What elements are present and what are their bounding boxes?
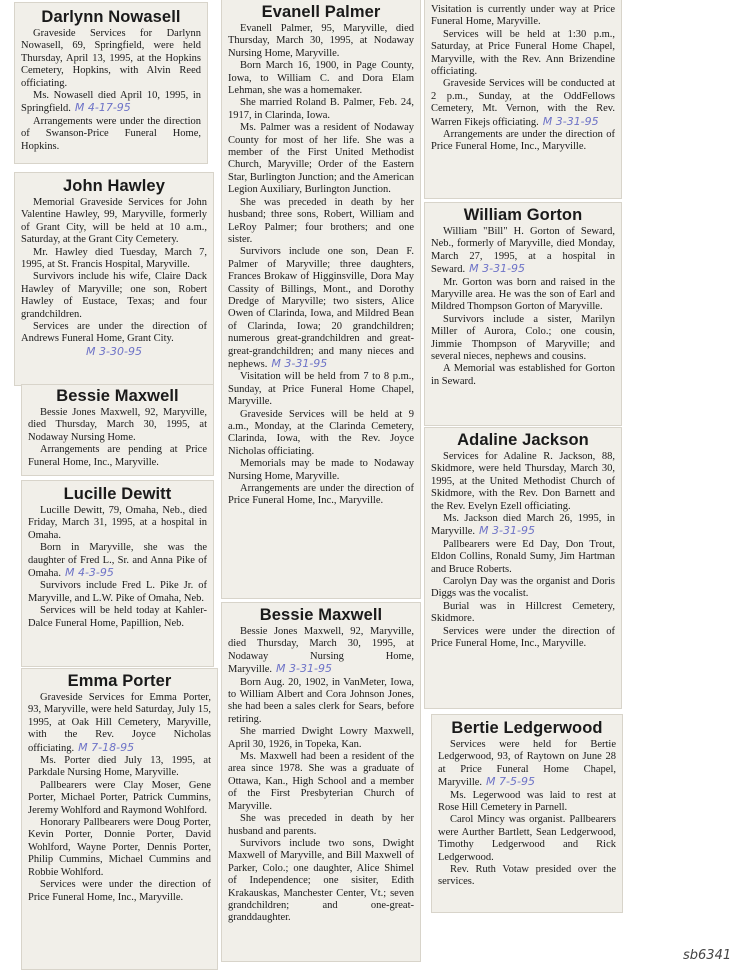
handwritten-date-note: M 3-31-95 [271, 356, 328, 370]
handwritten-date-note: M 7-5-95 [486, 775, 535, 789]
obit-title: Adaline Jackson [457, 431, 589, 449]
obit-paragraph: Arrangements are pending at Price Funeral Home, Inc., Maryville. [28, 444, 207, 468]
obit-title: Lucille Dewitt [63, 485, 172, 503]
obit-paragraph: A Memorial was established for Gorton in Seward. [431, 363, 615, 387]
obit-paragraph: Evanell Palmer, 95, Maryville, died Thursday, March 30, 1995, at Nodaway Nursing Home, Maryville. [228, 23, 414, 59]
obit-paragraph: Services for Adaline R. Jackson, 88, Skidmore, were held Thursday, March 30, 1995, at the United Methodist Church of Skidmore, with the Rev. Don Barnett and the Rev. Evelyn Ezell officiating. [431, 451, 615, 512]
obit-paragraph: She was preceded in death by her husband and parents. [228, 813, 414, 837]
obit-paragraph: Ms. Palmer was a resident of Nodaway County for most of her life. She was a member of the First United Methodist Church, Maryville; Order of the Eastern Star, Burlington Junction; and the American Legion Auxiliary, Burlington Junction. [228, 122, 414, 196]
obit-paragraph: Graveside Services will be conducted at 2 p.m., Sunday, at the OddFellows Cemetery, Mt. Vernon, with the Rev. Warren Fikejs officiating. M 3-31-95 [431, 78, 615, 128]
obit-title: Evanell Palmer [261, 3, 381, 21]
obit-paragraph: Mr. Gorton was born and raised in the Maryville area. He was the son of Earl and Mildred Thompson Gorton of Maryville. [431, 276, 615, 313]
obit-william-gorton [425, 203, 621, 425]
obit-bessie-maxwell-short [22, 385, 213, 475]
obit-paragraph: Visitation will be held from 7 to 8 p.m., Sunday, at Price Funeral Home Chapel, Maryville. [228, 371, 414, 408]
obit-paragraph: Rev. Ruth Votaw presided over the services. [438, 864, 616, 888]
obit-paragraph: Ms. Nowasell died April 10, 1995, in Springfield. M 4-17-95 [21, 90, 201, 115]
obit-lucille-dewitt [22, 481, 213, 666]
obit-paragraph: Arrangements are under the direction of Price Funeral Home, Inc., Maryville. [431, 129, 615, 153]
obit-paragraph: Burial was in Hillcrest Cemetery, Skidmore. [431, 600, 615, 625]
obit-paragraph: Graveside Services will be held at 9 a.m., Monday, at the Clarinda Cemetery, Clarinda, Iowa, with the Rev. Joyce Nicholas officiating. [228, 408, 414, 457]
obit-title: William Gorton [463, 206, 583, 224]
obit-paragraph: Arrangements are under the direction of Price Funeral Home, Inc., Maryville. [228, 483, 414, 507]
obit-title: Darlynn Nowasell [41, 8, 181, 26]
obit-paragraph: Ms. Maxwell had been a resident of the area since 1978. She was a graduate of Ottawa, Kan., High School and a member of the First Presbyterian Church of Maryville. [228, 751, 414, 812]
obit-title: Emma Porter [67, 672, 172, 690]
obit-paragraph: Survivors include a sister, Marilyn Miller of Aurora, Colo.; one cousin, Jimmie Thompson of Maryville; and several nieces, nephews and cousins. [431, 313, 615, 363]
obit-paragraph: Survivors include his wife, Claire Dack Hawley of Maryville; one son, Robert Hawley of Eustace, Texas; and four grandchildren. [21, 271, 207, 320]
obit-paragraph: Ms. Jackson died March 26, 1995, in Maryville. M 3-31-95 [431, 513, 615, 538]
obit-paragraph: Graveside Services for Darlynn Nowasell, 69, Springfield, were held Thursday, April 13, 1995, at the Hopkins Cemetery, Hopkins, with Alvin Reed officiating. [21, 28, 201, 89]
obit-paragraph: Pallbearers were Clay Moser, Gene Porter, Michael Porter, Patrick Cummins, Jeremy Wohlford and Raymond Wohlford. [28, 779, 211, 816]
obit-paragraph: Born in Maryville, she was the daughter of Fred L., Sr. and Anna Pike of Omaha. M 4-3-95 [28, 542, 207, 580]
obit-title: Bessie Maxwell [259, 606, 383, 624]
obit-paragraph: Mr. Hawley died Tuesday, March 7, 1995, at St. Francis Hospital, Maryville. [21, 246, 207, 271]
obit-paragraph: Ms. Porter died July 13, 1995, at Parkdale Nursing Home, Maryville. [28, 755, 211, 779]
obit-paragraph: Services are under the direction of Andrews Funeral Home, Grant City. [21, 321, 207, 345]
obit-paragraph: She was preceded in death by her husband; three sons, Robert, William and LeRoy Palmer; four brothers; and one sister. [228, 196, 414, 245]
catalog-number: sb6341 [683, 948, 732, 963]
obit-paragraph: Survivors include one son, Dean F. Palmer of Maryville; three daughters, Frances Brokaw of Higginsville, Dora May Cassity of Billings, Mont., and Dorothy Dredge of Maryville; two sisters, Alice Owen of Clarinda, Iowa, and Mildred Bean of Clarinda, Iowa; 20 grandchildren; numerous great-grandchildren and great-great-grandchildren; and many nieces and nephews. M 3-31-95 [228, 246, 414, 370]
obit-john-hawley [15, 173, 213, 385]
obit-paragraph: Ms. Legerwood was laid to rest at Rose Hill Cemetery in Parnell. [438, 789, 616, 814]
obit-paragraph: Pallbearers were Ed Day, Don Trout, Eldon Collins, Ronald Sumy, Jim Hartman and Bruce Roberts. [431, 538, 615, 575]
obit-paragraph: Lucille Dewitt, 79, Omaha, Neb., died Friday, March 31, 1995, at a hospital in Omaha. [28, 505, 207, 541]
obit-paragraph: Services were under the direction of Price Funeral Home, Inc., Maryville. [28, 879, 211, 903]
obit-paragraph: Services will be held today at Kahler-Dalce Funeral Home, Papillion, Neb. [28, 605, 207, 629]
obit-paragraph: Graveside Services for Emma Porter, 93, Maryville, were held Saturday, July 15, 1995, at Oak Hill Cemetery, Maryville, with the Rev. Joyce Nicholas officiating. M 7-18-95 [28, 692, 211, 754]
obit-paragraph: Bessie Jones Maxwell, 92, Maryville, died Thursday, March 30, 1995, at Nodaway Nursing Home, Maryville. M 3-31-95 [228, 626, 414, 676]
obit-darlynn-nowasell [15, 3, 207, 163]
obit-continuation [425, 0, 621, 198]
handwritten-date-note: M 4-3-95 [64, 566, 114, 580]
obit-paragraph: Born Aug. 20, 1902, in VanMeter, Iowa, to William Albert and Cora Johnson Jones, she had been a sales clerk for Sears, before retiring. [228, 676, 414, 725]
obit-paragraph: Arrangements were under the direction of Swanson-Price Funeral Home, Hopkins. [21, 115, 201, 152]
handwritten-date-note: M 7-18-95 [78, 740, 135, 754]
obit-emma-porter [22, 669, 217, 969]
obit-paragraph: Survivors include two sons, Dwight Maxwell of Maryville, and Bill Maxwell of Parker, Colo.; one daughter, Alice Shimel of Independence; one sisiter, Edith Krakauskas, Manchester Center, Vt.; seven grandchildren; and one-great-granddaughter. [228, 837, 414, 924]
obit-paragraph: Services will be held at 1:30 p.m., Saturday, at Price Funeral Home Chapel, Maryville, with the Rev. Ann Brizendine officiating. [431, 28, 615, 78]
obit-paragraph: Carol Mincy was organist. Pallbearers were Aurther Bartlett, Sean Ledgerwood, Timothy Ledgerwood and Rick Ledgerwood. [438, 814, 616, 863]
obit-evanell-palmer [222, 0, 420, 598]
handwritten-date-note: M 3-31-95 [469, 262, 526, 276]
obit-paragraph: Honorary Pallbearers were Doug Porter, Kevin Porter, Donnie Porter, David Wohlford, Wayne Porter, Dennis Porter, Philip Cummins, Michael Cummins and Robbie Wohlford. [28, 817, 211, 878]
obit-title: John Hawley [63, 177, 165, 195]
obit-title: Bertie Ledgerwood [451, 719, 603, 737]
handwritten-date-note: M 4-17-95 [74, 101, 131, 115]
obit-paragraph: William "Bill" H. Gorton of Seward, Neb., formerly of Maryville, died Monday, March 27, 1995, at a hospital in Seward. M 3-31-95 [431, 226, 615, 276]
obit-title: Bessie Maxwell [56, 387, 179, 405]
obit-paragraph: Carolyn Day was the organist and Doris Diggs was the vocalist. [431, 576, 615, 600]
obit-paragraph: Bessie Jones Maxwell, 92, Maryville, died Thursday, March 30, 1995, at Nodaway Nursing Home. [28, 407, 207, 443]
handwritten-date-note: M 3-31-95 [276, 662, 332, 676]
obit-bessie-maxwell-long [222, 603, 420, 961]
obit-paragraph: Memorial Graveside Services for John Valentine Hawley, 99, Maryville, formerly of Grant City, will be held at 10 a.m., Saturday, at the Grant City Cemetery. [21, 197, 207, 246]
obit-paragraph: Visitation is currently under way at Price Funeral Home, Maryville. [431, 4, 615, 28]
obit-paragraph: She married Dwight Lowry Maxwell, April 30, 1926, in Topeka, Kan. [228, 726, 414, 750]
obit-paragraph: Services were held for Bertie Ledgerwood, 93, of Raytown on June 28 at Price Funeral Home Chapel, Maryville. M 7-5-95 [438, 739, 616, 789]
obit-paragraph: Memorials may be made to Nodaway Nursing Home, Maryville. [228, 458, 414, 482]
obit-adaline-jackson [425, 428, 621, 708]
obit-paragraph: Services were under the direction of Price Funeral Home, Inc., Maryville. [431, 625, 615, 650]
handwritten-date-note: M 3-31-95 [542, 114, 599, 128]
handwritten-date-note: M 3-31-95 [479, 524, 535, 538]
obit-paragraph: Survivors include Fred L. Pike Jr. of Maryville, and L.W. Pike of Omaha, Neb. [28, 580, 207, 604]
obit-paragraph: Born March 16, 1900, in Page County, Iowa, to William C. and Dora Elam Lehman, she was a homemaker. [228, 60, 414, 97]
obit-paragraph: She married Roland B. Palmer, Feb. 24, 1917, in Clarinda, Iowa. [228, 97, 414, 121]
obit-bertie-ledgerwood [432, 715, 622, 912]
handwritten-date-note: M 3-30-95 [86, 344, 142, 358]
